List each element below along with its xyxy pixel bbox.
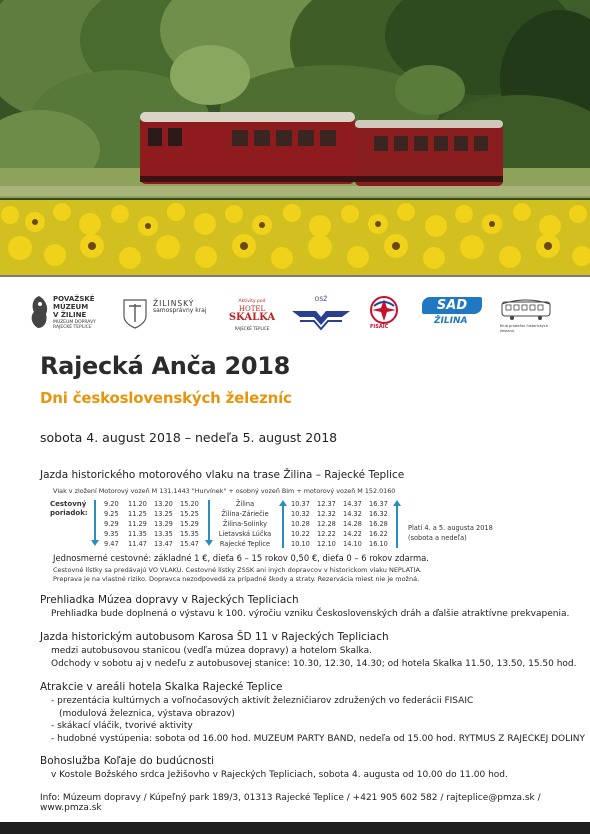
museum-name-2: MÚZEUM bbox=[53, 303, 89, 311]
skalka-line-2: (modulová železnica, výstava obrazov) bbox=[59, 708, 235, 719]
event-dates: sobota 4. august 2018 – nedeľa 5. august 2018 bbox=[40, 430, 338, 445]
museum-sub-1: MÚZEUM DOPRAVY bbox=[53, 320, 96, 325]
club-sub: Klub priateľov historických železníc bbox=[500, 324, 548, 333]
dep-cell: 11.47 bbox=[128, 540, 147, 548]
station-cell: Lietavská Lúčka bbox=[218, 530, 272, 538]
hotel-name: SKALKA bbox=[228, 312, 276, 323]
section-train bbox=[40, 469, 404, 481]
kraj-name: ŽILINSKÝ bbox=[153, 299, 195, 308]
partner-logos bbox=[28, 290, 568, 338]
station-cell: Žilina-Záriečie bbox=[221, 510, 269, 518]
dep-cell: 11.20 bbox=[128, 500, 147, 508]
ret-cell: 12.10 bbox=[317, 540, 336, 548]
kraj-sub: samosprávny kraj bbox=[153, 307, 207, 314]
train-composition: Vlak v zložení Motorový vozeň M 131.1443 "Hurvínek" + osobný vozeň Blm + motorový vozeň M 152.0160 bbox=[53, 487, 396, 495]
contact-info: Info: Múzeum dopravy / Kúpeľný park 189/3, 01313 Rajecké Teplice / +421 905 602 582 / rajteplice@pmza.sk / www.pmza.sk bbox=[40, 793, 541, 813]
bus-heading: Jazda historickým autobusom Karosa ŠD 11 v Rajeckých Tepliciach bbox=[40, 631, 389, 643]
arrow-down-icon bbox=[91, 540, 99, 546]
museum-sub-2: RAJECKÉ TEPLICE bbox=[53, 325, 92, 330]
dep-cell: 13.47 bbox=[154, 540, 173, 548]
dep-cell: 15.35 bbox=[180, 530, 199, 538]
dep-cell: 15.47 bbox=[180, 540, 199, 548]
dep-cell: 15.29 bbox=[180, 520, 199, 528]
dep-cell: 11.29 bbox=[128, 520, 147, 528]
dep-cell: 13.29 bbox=[154, 520, 173, 528]
dep-cell: 9.35 bbox=[104, 530, 119, 538]
mass-line: v Kostole Božského srdca Ježišovho v Rajeckých Tepliciach, sobota 4. augusta od 10.00 do 11.00 hod. bbox=[51, 770, 508, 780]
logo-osz bbox=[290, 290, 352, 338]
arrow-outbound-2 bbox=[208, 500, 210, 542]
ticket-note-1: Cestovné lístky sa predávajú VO VLAKU. Cestovné lístky ZSSK ani iných dopravcov v historickom vlaku NEPLATIA. bbox=[53, 566, 422, 574]
skalka-heading: Atrakcie v areáli hotela Skalka Rajecké Teplice bbox=[40, 681, 283, 693]
dep-cell: 9.29 bbox=[104, 520, 119, 528]
ret-cell: 14.10 bbox=[343, 540, 362, 548]
section-museum bbox=[40, 594, 569, 621]
logo-sad-zilina bbox=[418, 290, 488, 338]
section-skalka bbox=[40, 681, 585, 745]
dep-cell: 15.25 bbox=[180, 510, 199, 518]
logo-club bbox=[498, 290, 554, 338]
fisaic-label: FISAIC bbox=[370, 324, 389, 330]
arrow-down-icon bbox=[205, 540, 213, 546]
mass-heading: Bohoslužba Koľaje do budúcnosti bbox=[40, 755, 214, 767]
museum-heading: Prehliadka Múzea dopravy v Rajeckých Tepliciach bbox=[40, 594, 299, 606]
skalka-line-1: - prezentácia kultúrnych a voľnočasových aktivít železničiarov združených vo federácii FISAIC bbox=[51, 696, 474, 706]
dep-cell: 9.25 bbox=[104, 510, 119, 518]
osz-label: OSŽ bbox=[314, 296, 328, 303]
dep-cell: 9.20 bbox=[104, 500, 119, 508]
ret-cell: 16.37 bbox=[369, 500, 388, 508]
logo-zilinsky-kraj bbox=[122, 290, 212, 338]
timetable-validity bbox=[408, 523, 493, 543]
train-in-sunflowers-illustration bbox=[0, 0, 590, 276]
dep-cell: 15.20 bbox=[180, 500, 199, 508]
winged-wheel-icon bbox=[290, 305, 352, 331]
hotel-sub: RAJECKÉ TEPLICE bbox=[234, 326, 270, 331]
train-heading: Jazda historického motorového vlaku na trase Žilina – Rajecké Teplice bbox=[40, 469, 405, 481]
arrow-return-2 bbox=[396, 506, 398, 548]
station-cell: Rajecké Teplice bbox=[219, 540, 271, 548]
arrow-up-icon bbox=[279, 500, 287, 506]
ret-cell: 10.37 bbox=[291, 500, 310, 508]
dep-cell: 13.35 bbox=[154, 530, 173, 538]
arrow-up-icon bbox=[393, 500, 401, 506]
photo-divider bbox=[0, 275, 590, 277]
ret-cell: 12.28 bbox=[317, 520, 336, 528]
museum-line: Prehliadka bude doplnená o výstavu k 100. výročiu vzniku Československých dráh a ďalšie atraktívne prekvapenia. bbox=[51, 609, 570, 619]
arrow-outbound bbox=[94, 500, 96, 542]
ret-cell: 12.37 bbox=[317, 500, 336, 508]
timetable-label bbox=[50, 500, 88, 518]
skalka-line-3: - skákací vláčik, tvorivé aktivity bbox=[51, 721, 193, 731]
logo-hotel-skalka bbox=[220, 290, 284, 338]
museum-name-1: POVAŽSKÉ bbox=[53, 295, 95, 303]
hotel-top: Aktivity pod bbox=[238, 299, 266, 304]
dep-cell: 9.47 bbox=[104, 540, 119, 548]
ticket-note-2: Preprava je na vlastné riziko. Dopravca nezodpovedá za prípadné škody a straty. Rezervácia miest nie je možná. bbox=[53, 575, 420, 583]
logo-fisaic bbox=[364, 290, 404, 338]
ret-cell: 10.28 bbox=[291, 520, 310, 528]
validity-1: Platí 4. a 5. augusta 2018 bbox=[408, 524, 493, 532]
logo-museum bbox=[28, 290, 108, 338]
dep-cell: 13.25 bbox=[154, 510, 173, 518]
fare-info: Jednosmerné cestovné: základné 1 €, dieťa 6 – 15 rokov 0,50 €, dieťa 0 – 6 rokov zdarma. bbox=[53, 553, 429, 563]
railcar-sketch-icon bbox=[500, 296, 552, 322]
ret-cell: 16.22 bbox=[369, 530, 388, 538]
ret-cell: 10.32 bbox=[291, 510, 310, 518]
ret-cell: 12.22 bbox=[317, 530, 336, 538]
hotel-mid: HOTEL bbox=[238, 305, 266, 313]
ret-cell: 10.10 bbox=[291, 540, 310, 548]
ret-cell: 10.22 bbox=[291, 530, 310, 538]
skalka-line-4: - hudobné vystúpenia: sobota od 16.00 hod. MUZEUM PARTY BAND, nedeľa od 15.00 hod. RYTMUS Z RAJECKEJ DOLINY bbox=[51, 733, 586, 744]
ret-cell: 16.32 bbox=[369, 510, 388, 518]
rooster-icon bbox=[28, 294, 50, 330]
hero-photo bbox=[0, 0, 590, 276]
timetable-departures bbox=[104, 499, 204, 551]
ret-cell: 14.37 bbox=[343, 500, 362, 508]
dep-cell: 11.35 bbox=[128, 530, 147, 538]
timetable-label-1: Cestovný bbox=[50, 500, 87, 508]
dep-cell: 11.25 bbox=[128, 510, 147, 518]
ret-cell: 16.28 bbox=[369, 520, 388, 528]
bottom-bar bbox=[0, 822, 590, 834]
page-subtitle: Dni československých železníc bbox=[40, 389, 292, 407]
section-bus bbox=[40, 631, 577, 670]
station-cell: Žilina-Solinky bbox=[222, 520, 268, 528]
coat-of-arms-icon bbox=[122, 298, 148, 330]
page-title: Rajecká Anča 2018 bbox=[40, 352, 291, 380]
ret-cell: 14.22 bbox=[343, 530, 362, 538]
arrow-return bbox=[282, 506, 284, 548]
ret-cell: 14.28 bbox=[343, 520, 362, 528]
museum-name-3: V ŽILINE bbox=[53, 311, 87, 319]
section-mass bbox=[40, 755, 508, 782]
historic-train bbox=[140, 112, 503, 186]
sad-city: ŽILINA bbox=[434, 316, 468, 326]
ret-cell: 16.10 bbox=[369, 540, 388, 548]
ret-cell: 12.32 bbox=[317, 510, 336, 518]
timetable-label-2: poriadok: bbox=[50, 509, 88, 517]
ret-cell: 14.32 bbox=[343, 510, 362, 518]
bus-line-1: medzi autobusovou stanicou (vedľa múzea dopravy) a hotelom Skalka. bbox=[51, 646, 372, 656]
validity-2: (sobota a nedeľa) bbox=[408, 534, 467, 542]
bus-line-2: Odchody v sobotu aj v nedeľu z autobusovej stanice: 10.30, 12.30, 14.30; od hotela Skalka 11.50, 13.50, 15.50 hod. bbox=[51, 658, 577, 669]
sad-label: SAD bbox=[422, 297, 482, 314]
station-cell: Žilina bbox=[235, 500, 255, 508]
dep-cell: 13.20 bbox=[154, 500, 173, 508]
